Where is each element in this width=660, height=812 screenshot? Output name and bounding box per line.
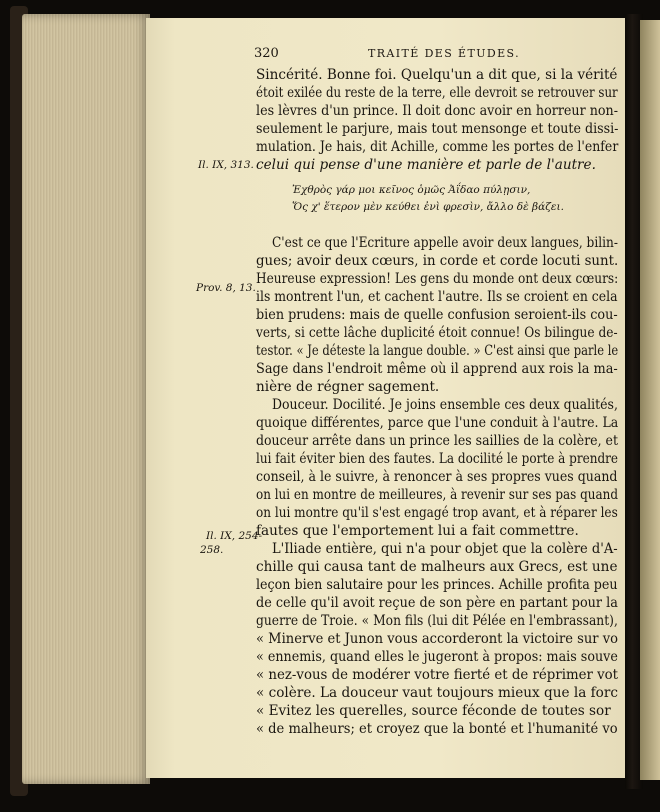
page-number: 320 <box>254 46 279 61</box>
greek-verse-line: Ὅς χ' ἕτερον μὲν κεύθει ἐνὶ φρεσὶν, ἄλλο δὲ βάζει. <box>292 201 564 213</box>
text-line: ils montrent l'un, et cachent l'autre. Ils se croient en cela <box>256 289 618 305</box>
text-line: Douceur. Docilité. Je joins ensemble ces deux qualités, <box>272 397 618 413</box>
text-line: chille qui causa tant de malheurs aux Grecs, est une <box>256 559 618 575</box>
text-line: celui qui pense d'une manière et parle de l'autre. <box>256 157 596 173</box>
text-line: leçon bien salutaire pour les princes. Achille profita peu <box>256 577 618 593</box>
text-line: douceur arrête dans un prince les saillies de la colère, et <box>256 433 618 449</box>
text-line: verts, si cette lâche duplicité étoit connue! Os bilingue de- <box>256 325 618 341</box>
text-line: lui fait éviter bien des fautes. La docilité le porte à prendre <box>256 451 619 467</box>
text-line: bien prudens: mais de quelle confusion seroient-ils cou- <box>256 307 618 323</box>
text-line: on lui en montre de meilleures, à revenir sur ses pas quand <box>256 487 619 503</box>
greek-verse-line: Ἐχθρὸς γάρ μοι κεῖνος ὁμῶς Ἀΐδαο πύλῃσιν, <box>292 184 531 196</box>
text-line: de celle qu'il avoit reçue de son père en partant pour la <box>256 595 618 611</box>
page-header <box>254 46 618 64</box>
text-line: testor. « Je déteste la langue double. » C'est ainsi que parle le <box>256 343 619 359</box>
text-line: Sage dans l'endroit même où il apprend aux rois la ma- <box>256 361 618 377</box>
margin-note: Il. IX, 254- <box>206 530 263 542</box>
page-edges <box>22 14 150 784</box>
text-line: mulation. Je hais, dit Achille, comme les portes de l'enfer <box>256 139 619 155</box>
next-page-edge <box>640 20 660 780</box>
text-line: C'est ce que l'Ecriture appelle avoir deux langues, bilin- <box>272 235 618 251</box>
text-line: « ennemis, quand elles le jugeront à propos: mais souve <box>256 649 618 665</box>
text-line: Heureuse expression! Les gens du monde ont deux cœurs: <box>256 271 619 287</box>
text-line: conseil, à le suivre, à renoncer à ses propres vues quand <box>256 469 618 485</box>
running-title: TRAITÉ DES ÉTUDES. <box>368 47 520 60</box>
text-line: « Minerve et Junon vous accorderont la victoire sur vo <box>256 631 618 647</box>
text-line: seulement le parjure, mais tout mensonge et toute dissi- <box>256 121 619 137</box>
text-line: « nez-vous de modérer votre fierté et de réprimer vot <box>256 667 619 683</box>
text-line: « de malheurs; et croyez que la bonté et l'humanité vo <box>256 721 618 737</box>
text-line: Sincérité. Bonne foi. Quelqu'un a dit que, si la vérité <box>256 67 618 83</box>
text-line: « Evitez les querelles, source féconde de toutes sor <box>256 703 611 719</box>
text-line: on lui montre qu'il s'est engagé trop avant, et à réparer les <box>256 505 618 521</box>
text-line: les lèvres d'un prince. Il doit donc avoir en horreur non- <box>256 103 619 119</box>
text-line: étoit exilée du reste de la terre, elle devroit se retrouver sur <box>256 85 618 101</box>
text-line: gues; avoir deux cœurs, in corde et corde locuti sunt. <box>256 253 619 269</box>
margin-note: Il. IX, 313. <box>198 159 254 171</box>
text-line: L'Iliade entière, qui n'a pour objet que la colère d'A- <box>272 541 618 557</box>
text-line: « colère. La douceur vaut toujours mieux que la forc <box>256 685 618 701</box>
text-line: quoique différentes, parce que l'une conduit à l'autre. La <box>256 415 619 431</box>
text-line: fautes que l'emportement lui a fait commettre. <box>256 523 579 539</box>
text-line: nière de régner sagement. <box>256 379 440 395</box>
text-line: guerre de Troie. « Mon fils (lui dit Pélée en l'embrassant), <box>256 613 618 629</box>
margin-note: 258. <box>200 544 224 556</box>
margin-note: Prov. 8, 13. <box>196 282 256 294</box>
